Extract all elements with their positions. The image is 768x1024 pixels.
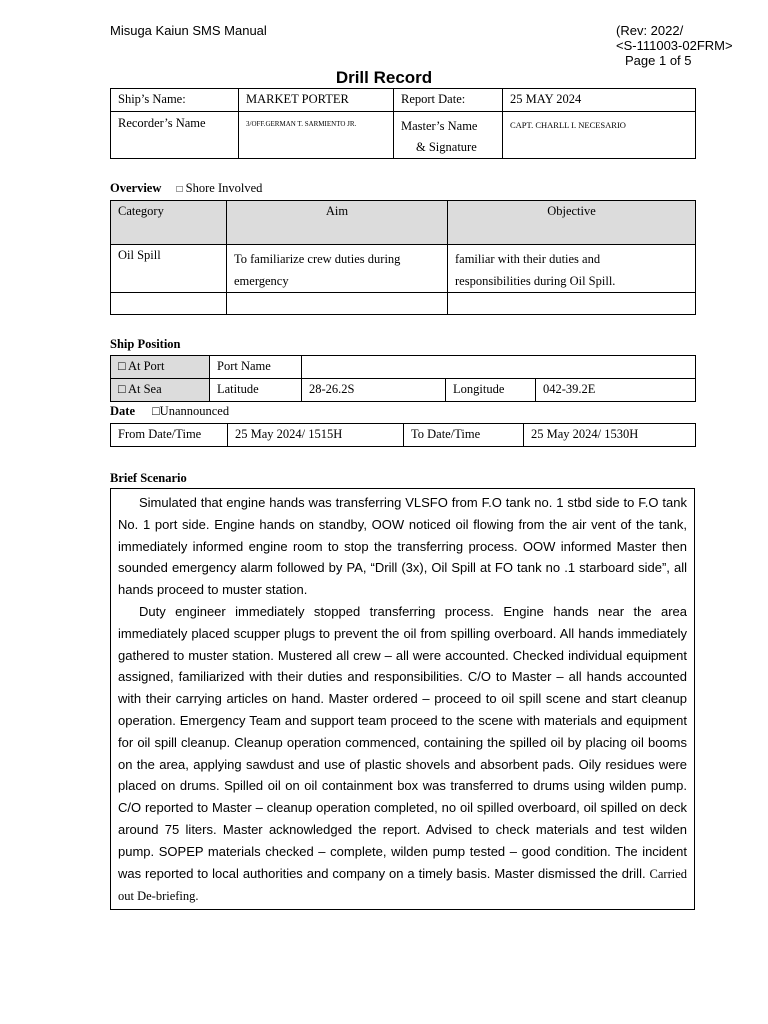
overview-aim-line1: To familiarize crew duties during [234, 252, 401, 266]
ship-info-table [110, 88, 696, 159]
shore-involved-label: Shore Involved [185, 181, 263, 195]
unannounced-checkbox[interactable]: □Unannounced [152, 404, 230, 418]
longitude-label: Longitude [446, 379, 536, 402]
report-date-value: 25 MAY 2024 [503, 89, 696, 112]
longitude-value: 042-39.2E [536, 379, 696, 402]
scenario-debriefing-text: Carried out De-briefing. [118, 866, 687, 904]
overview-aim-line2: emergency [234, 274, 289, 288]
overview-objective [448, 245, 696, 293]
ship-name-label: Ship’s Name: [111, 89, 239, 112]
date-label: Date [110, 404, 135, 418]
to-date-label: To Date/Time [404, 424, 524, 447]
page-number: Page 1 of 5 [625, 53, 692, 68]
overview-heading [110, 181, 262, 196]
port-name-label: Port Name [210, 356, 302, 379]
master-label-line1: Master’s Name [401, 119, 478, 133]
overview-header-aim: Aim [227, 201, 448, 245]
brief-scenario-box [110, 488, 695, 910]
ship-position-heading: Ship Position [110, 337, 181, 351]
ship-name-value: MARKET PORTER [239, 89, 394, 112]
report-date-label: Report Date: [394, 89, 503, 112]
latitude-value: 28-26.2S [302, 379, 446, 402]
overview-label: Overview [110, 181, 162, 195]
from-date-label: From Date/Time [111, 424, 228, 447]
overview-table [110, 200, 696, 315]
scenario-paragraph-2 [118, 601, 687, 908]
overview-aim [227, 245, 448, 293]
revision-block [616, 23, 733, 68]
at-port-checkbox[interactable]: □ At Port [111, 356, 210, 379]
master-value: CAPT. CHARLL I. NECESARIO [503, 112, 696, 159]
port-name-value [302, 356, 696, 379]
date-table [110, 423, 696, 447]
date-heading [110, 404, 229, 419]
overview-empty-cell [111, 293, 227, 315]
recorder-label: Recorder’s Name [111, 112, 239, 159]
form-code: <S-111003-02FRM> [616, 38, 733, 53]
manual-title: Misuga Kaiun SMS Manual [110, 23, 267, 38]
overview-objective-line1: familiar with their duties and [455, 252, 601, 266]
overview-empty-cell [227, 293, 448, 315]
overview-category: Oil Spill [111, 245, 227, 293]
master-label-line2: & Signature [416, 140, 477, 154]
ship-position-table [110, 355, 696, 402]
recorder-value: 3/OFF.GERMAN T. SARMIENTO JR. [239, 112, 394, 159]
to-date-value: 25 May 2024/ 1530H [524, 424, 696, 447]
latitude-label: Latitude [210, 379, 302, 402]
brief-scenario-heading: Brief Scenario [110, 471, 187, 485]
from-date-value: 25 May 2024/ 1515H [228, 424, 404, 447]
master-label [394, 112, 503, 159]
overview-objective-line2: responsibilities during Oil Spill. [455, 274, 616, 288]
overview-header-category: Category [111, 201, 227, 245]
overview-header-objective: Objective [448, 201, 696, 245]
scenario-paragraph-1: Simulated that engine hands was transferring VLSFO from F.O tank no. 1 stbd side to F.O tank No. 1 port side. Engine hands on standby, OOW noticed oil flowing from the air vent of the tank, immediately informed engine room to stop the transferring process. OOW informed Master then sounded emergency alarm followed by PA, “Drill (3x), Oil Spill at FO tank no .1 starboard side”, all hands proceed to muster station. [118, 495, 687, 598]
at-sea-checkbox[interactable]: □ At Sea [111, 379, 210, 402]
revision-label: (Rev: 2022/ [616, 23, 684, 38]
scenario-paragraph-2-text: Duty engineer immediately stopped transferring process. Engine hands near the area immediately placed scupper plugs to prevent the oil from spilling overboard. All hands immediately gathered to muster station. Mustered all crew – all were accounted. Checked individual equipment assigned, familiarized with their duties and responsibilities. C/O to Master – all hands accounted with their carrying articles on hand. Master ordered – proceed to oil spill scene and start cleanup operation. Emergency Team and support team proceed to the scene with materials and equipment for oil spill cleanup. Cleanup operation commenced, containing the spilled oil by placing oil booms on the area, applying sawdust and use of plastic shovels and absorbent pads. Oily residues were placed on drums. Spilled oil on oil containment box was transferred to drums using wilden pump. C/O reported to Master – cleanup operation completed, no oil spilled overboard, oil spilled on deck around 75 liters. Master acknowledged the report. Advised to check materials and test wilden pump. SOPEP materials checked – complete, wilden pump tested – good condition. The incident was reported to local authorities and company on a timely basis. Master dismissed the drill. [118, 603, 687, 881]
page-title: Drill Record [335, 68, 433, 87]
overview-empty-cell [448, 293, 696, 315]
shore-involved-checkbox[interactable]: □ [176, 184, 183, 195]
